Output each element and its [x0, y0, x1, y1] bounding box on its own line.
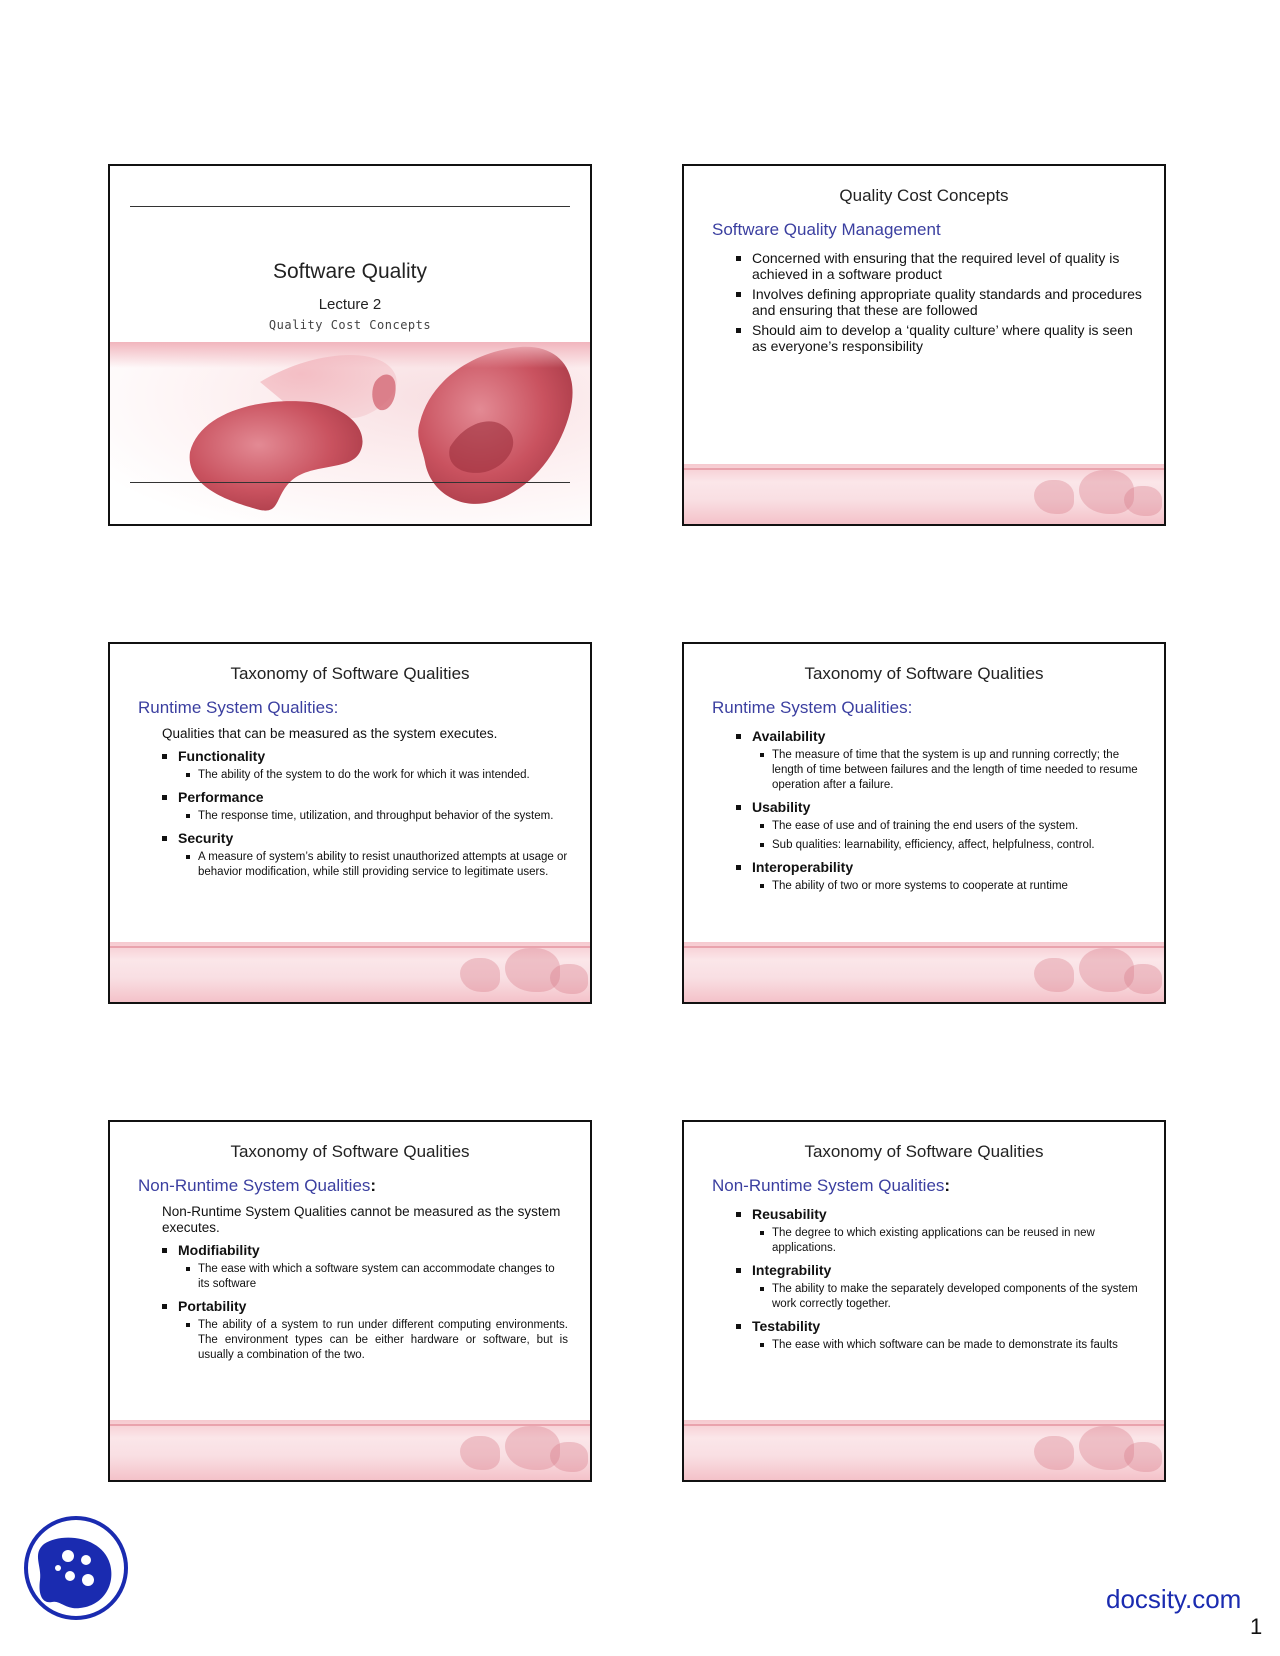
docsity-logo-icon[interactable] [22, 1514, 130, 1622]
page-number: 1 [1250, 1614, 1263, 1639]
bullet-list [712, 250, 1142, 358]
slide-runtime-qualities-2 [682, 642, 1166, 1004]
quality-detail: The ability of the system to do the work for which it was intended. [138, 768, 568, 783]
quality-list [712, 1206, 1142, 1359]
title-rule-top [130, 206, 570, 207]
quality-modifiability: Modifiability [138, 1242, 568, 1258]
quality-detail: The ability of two or more systems to cooperate at runtime [712, 879, 1142, 894]
slide-title-main: Software Quality [272, 260, 428, 283]
slide-footer-band [684, 1420, 1164, 1480]
slide-footer-band [110, 1420, 590, 1480]
slide-title-lecture: Lecture 2 [318, 296, 382, 313]
lead-text: Non-Runtime System Qualities cannot be measured as the system executes. [162, 1204, 561, 1235]
slide-non-runtime-qualities-2 [682, 1120, 1166, 1482]
quality-list [712, 728, 1142, 900]
slide-heading: Taxonomy of Software Qualities [230, 1142, 470, 1161]
quality-detail: The ease with which a software system can accommodate changes to its software [138, 1262, 568, 1292]
quality-detail: The measure of time that the system is up and running correctly; the length of time between failures and the length of time needed to resume operation after a failure. [712, 748, 1142, 793]
slide-footer-band [684, 942, 1164, 1002]
slide-title-topic: Quality Cost Concepts [268, 318, 432, 332]
quality-detail: A measure of system’s ability to resist unauthorized attempts at usage or behavior modification, while still providing service to legitimate users. [138, 850, 568, 880]
slide-runtime-qualities-1 [108, 642, 592, 1004]
section-heading-colon: : [370, 1176, 377, 1195]
bullet-item: Should aim to develop a ‘quality culture’ where quality is seen as everyone’s responsibility [712, 322, 1142, 354]
section-heading [712, 1176, 950, 1196]
slide-quality-cost-concepts [682, 164, 1166, 526]
slide-heading: Quality Cost Concepts [839, 186, 1009, 205]
quality-list [138, 726, 568, 886]
quality-detail: The ability of a system to run under different computing environments. The environment types can be either hardware or software, but is usually a combination of the two. [138, 1318, 568, 1363]
quality-list [138, 1204, 568, 1369]
slide-heading: Taxonomy of Software Qualities [230, 664, 470, 683]
section-heading-text: Non-Runtime System Qualities [712, 1176, 945, 1195]
quality-detail: The ease with which software can be made to demonstrate its faults [712, 1338, 1142, 1353]
quality-testability: Testability [712, 1318, 1142, 1334]
slide-footer-band [110, 942, 590, 1002]
petal-illustration [110, 342, 590, 524]
quality-integrability: Integrability [712, 1262, 1142, 1278]
bullet-item: Involves defining appropriate quality standards and procedures and ensuring that these are followed [712, 286, 1142, 318]
quality-detail: Sub qualities: learnability, efficiency, affect, helpfulness, control. [712, 838, 1142, 853]
quality-security: Security [138, 830, 568, 846]
quality-availability: Availability [712, 728, 1142, 744]
title-rule-bottom [130, 482, 570, 483]
quality-detail: The response time, utilization, and throughput behavior of the system. [138, 809, 568, 824]
quality-usability: Usability [712, 799, 1142, 815]
quality-detail: The degree to which existing applications can be reused in new applications. [712, 1226, 1142, 1256]
section-heading [138, 1176, 376, 1196]
section-heading: Software Quality Management [712, 220, 941, 239]
quality-detail: The ease of use and of training the end users of the system. [712, 819, 1142, 834]
bullet-item: Concerned with ensuring that the required level of quality is achieved in a software product [712, 250, 1142, 282]
quality-detail: The ability to make the separately developed components of the system work correctly together. [712, 1282, 1142, 1312]
quality-reusability: Reusability [712, 1206, 1142, 1222]
quality-performance: Performance [138, 789, 568, 805]
quality-functionality: Functionality [138, 748, 568, 764]
section-heading-text: Non-Runtime System Qualities [138, 1176, 371, 1195]
slide-title [108, 164, 592, 526]
section-heading: Runtime System Qualities: [138, 698, 339, 717]
flower-image [110, 342, 590, 524]
section-heading-colon: : [944, 1176, 951, 1195]
slide-footer-band [684, 464, 1164, 524]
slide-heading: Taxonomy of Software Qualities [804, 1142, 1044, 1161]
slide-heading: Taxonomy of Software Qualities [804, 664, 1044, 683]
docsity-brand-link[interactable]: docsity.com [1106, 1584, 1242, 1614]
section-heading: Runtime System Qualities: [712, 698, 913, 717]
quality-interoperability: Interoperability [712, 859, 1142, 875]
slide-non-runtime-qualities-1 [108, 1120, 592, 1482]
lead-text: Qualities that can be measured as the system executes. [162, 726, 498, 741]
quality-portability: Portability [138, 1298, 568, 1314]
